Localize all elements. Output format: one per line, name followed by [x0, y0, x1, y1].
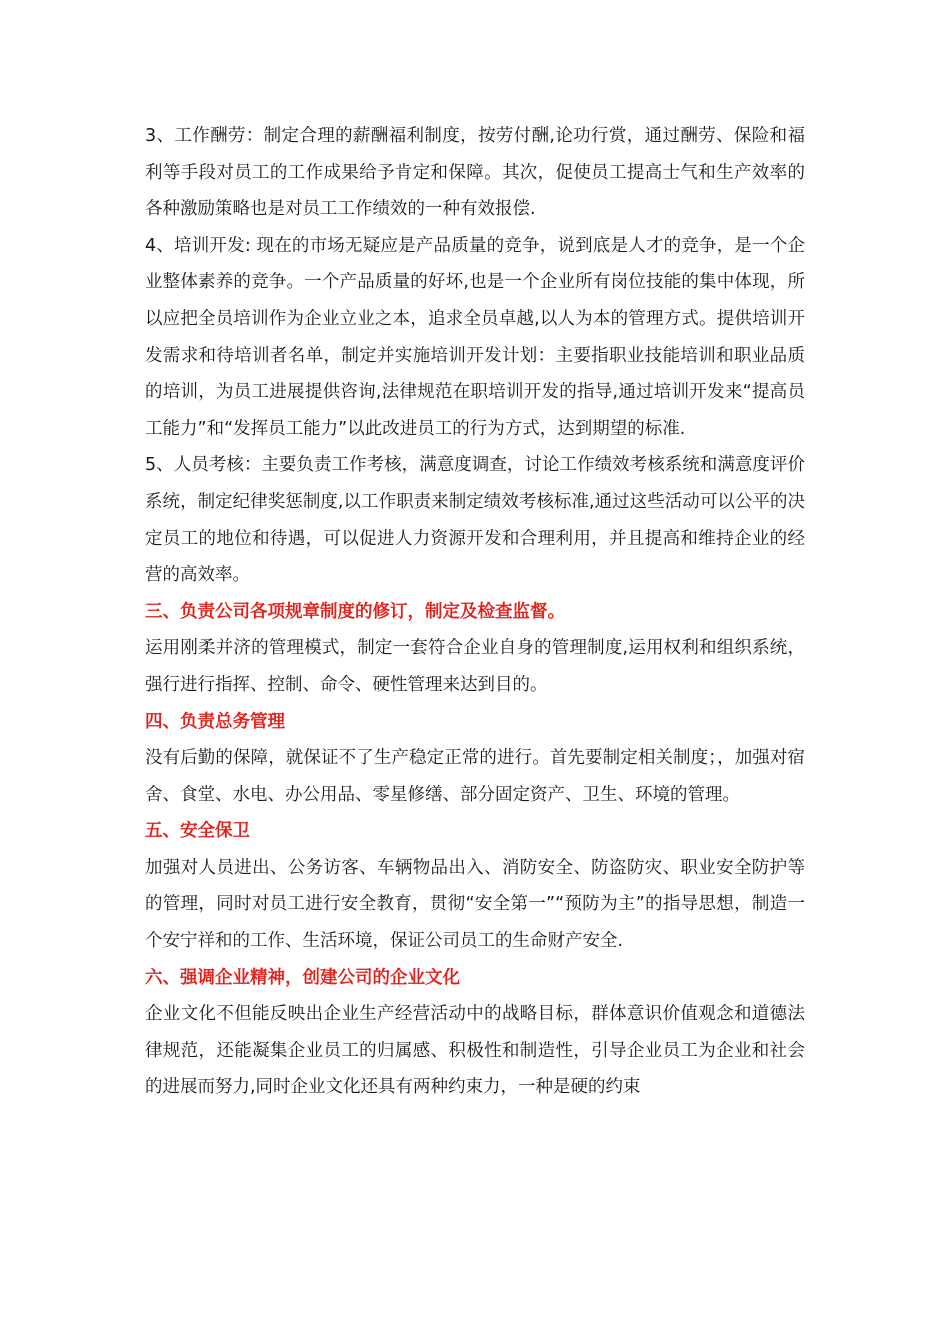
document-body	[145, 118, 805, 1106]
heading-section-4: 四、负责总务管理	[145, 711, 285, 732]
item-5-personnel-assessment: 5、人员考核：主要负责工作考核，满意度调查，讨论工作绩效考核系统和满意度评价系统，制定纪律奖惩制度,以工作职责来制定绩效考核标准,通过这些活动可以公平的决定员工的地位和待遇，可以促进人力资源开发和合理利用，并且提高和维持企业的经营的高效率。	[145, 455, 805, 586]
heading-section-6: 六、强调企业精神，创建公司的企业文化	[145, 967, 460, 988]
section-3-body: 运用刚柔并济的管理模式，制定一套符合企业自身的管理制度,运用权利和组织系统，强行进行指挥、控制、命令、硬性管理来达到目的。	[145, 638, 805, 695]
heading-section-3: 三、负责公司各项规章制度的修订，制定及检查监督。	[145, 601, 565, 622]
section-5-body: 加强对人员进出、公务访客、车辆物品出入、消防安全、防盗防灾、职业安全防护等的管理，同时对员工进行安全教育，贯彻“安全第一”“预防为主”的指导思想，制造一个安宁祥和的工作、生活环境，保证公司员工的生命财产安全.	[145, 857, 805, 952]
item-4-training-development: 4、培训开发: 现在的市场无疑应是产品质量的竞争，说到底是人才的竞争，是一个企业整体素养的竞争。一个产品质量的好坏,也是一个企业所有岗位技能的集中体现，所以应把全员培训作为企业立业之本，追求全员卓越,以人为本的管理方式。提供培训开发需求和待培训者名单，制定并实施培训开发计划：主要指职业技能培训和职业品质的培训，为员工进展提供咨询,法律规范在职培训开发的指导,通过培训开发来“提高员工能力”和“发挥员工能力”以此改进员工的行为方式，达到期望的标准.	[145, 235, 805, 439]
section-4-body: 没有后勤的保障，就保证不了生产稳定正常的进行。首先要制定相关制度；，加强对宿舍、食堂、水电、办公用品、零星修缮、部分固定资产、卫生、环境的管理。	[145, 748, 805, 805]
section-6-body: 企业文化不但能反映出企业生产经营活动中的战略目标，群体意识价值观念和道德法律规范，还能凝集企业员工的归属感、积极性和制造性，引导企业员工为企业和社会的进展而努力,同时企业文化还具有两种约束力，一种是硬的约束	[145, 1004, 805, 1098]
heading-section-5: 五、安全保卫	[145, 821, 250, 842]
item-3-work-compensation: 3、工作酬劳：制定合理的薪酬福利制度，按劳付酬,论功行赏，通过酬劳、保险和福利等手段对员工的工作成果给予肯定和保障。其次，促使员工提高士气和生产效率的各种激励策略也是对员工工作绩效的一种有效报偿.	[145, 126, 805, 220]
